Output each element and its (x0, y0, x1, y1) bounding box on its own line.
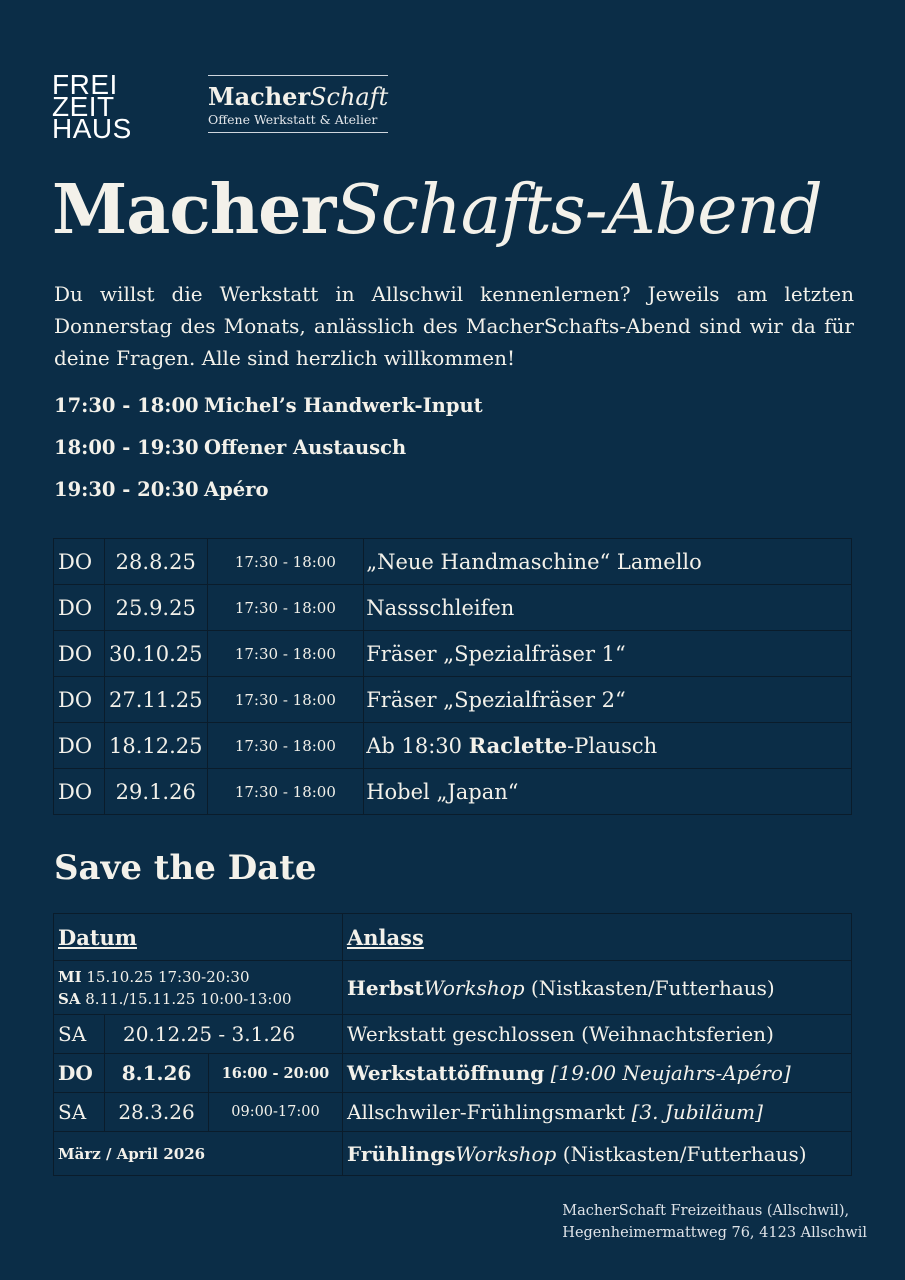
logo-line: HAUS (52, 113, 132, 144)
table-row: DO 25.9.25 17:30 - 18:00 Nassschleifen (54, 585, 852, 631)
table-row: DO 29.1.26 17:30 - 18:00 Hobel „Japan“ (54, 769, 852, 815)
table-row: DO 8.1.26 16:00 - 20:00 Werkstattöffnung [19:00 Neujahrs-Apéro] (54, 1054, 852, 1093)
table-row: SA 28.3.26 09:00-17:00 Allschwiler-Frühlingsmarkt [3. Jubiläum] (54, 1093, 852, 1132)
freizeithaus-logo (52, 69, 182, 144)
logo-line: FREI (52, 69, 118, 100)
page-title: MacherSchafts-Abend (52, 170, 822, 250)
table-header-row (54, 914, 852, 961)
table-row: DO 18.12.25 17:30 - 18:00 Ab 18:30 Raclette-Plausch (54, 723, 852, 769)
events-table (53, 538, 852, 815)
schedule-item: 18:00 - 19:30 Offener Austausch (54, 436, 407, 459)
schedule-item: 17:30 - 18:00 Michel’s Handwerk-Input (54, 394, 483, 417)
macherschaft-logo-subtitle: Offene Werkstatt & Atelier (208, 112, 378, 127)
save-the-date-heading: Save the Date (54, 848, 317, 888)
col-datum: Datum (54, 914, 343, 961)
macherschaft-logo (208, 75, 388, 133)
table-row: SA 20.12.25 - 3.1.26 Werkstatt geschlossen (Weihnachtsferien) (54, 1015, 852, 1054)
save-the-date-table (53, 913, 852, 1176)
table-row: März / April 2026 FrühlingsWorkshop (Nistkasten/Futterhaus) (54, 1132, 852, 1176)
intro-text: Du willst die Werkstatt in Allschwil kennenlernen? Jeweils am letzten Donnerstag des Monats, anlässlich des MacherSchafts-Abend sind wir da für deine Fragen. Alle sind herzlich willkommen! (54, 282, 854, 370)
table-row: MI 15.10.25 17:30-20:30 SA 8.11./15.11.25 10:00-13:00 HerbstWorkshop (Nistkasten/Futterhaus) (54, 961, 852, 1015)
col-anlass: Anlass (343, 914, 852, 961)
table-row: DO 30.10.25 17:30 - 18:00 Fräser „Spezialfräser 1“ (54, 631, 852, 677)
schedule-item: 19:30 - 20:30 Apéro (54, 478, 269, 501)
footer-address: MacherSchaft Freizeithaus (Allschwil), Hegenheimermattweg 76, 4123 Allschwil (562, 1203, 867, 1241)
macherschaft-logo-name: MacherSchaft (208, 82, 389, 111)
table-row: DO 28.8.25 17:30 - 18:00 „Neue Handmaschine“ Lamello (54, 539, 852, 585)
table-row: DO 27.11.25 17:30 - 18:00 Fräser „Spezialfräser 2“ (54, 677, 852, 723)
logo-line: ZEIT (52, 91, 115, 122)
